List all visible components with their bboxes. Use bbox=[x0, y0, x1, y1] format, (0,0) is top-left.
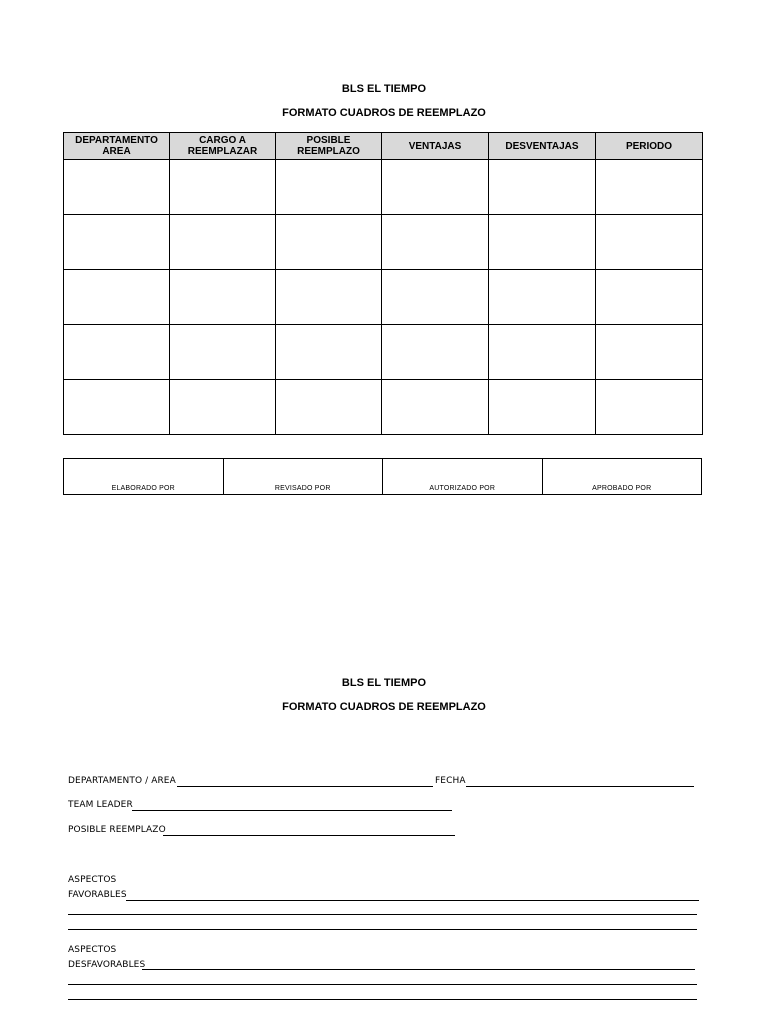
header-text: VENTAJAS bbox=[408, 140, 462, 152]
team-leader-label: TEAM LEADER bbox=[68, 800, 133, 810]
header-text: DEPARTAMENTO bbox=[75, 135, 158, 146]
header-text: DESVENTAJAS bbox=[505, 140, 579, 152]
table-row bbox=[64, 215, 703, 270]
table-cell[interactable] bbox=[170, 270, 276, 325]
table-cell[interactable] bbox=[489, 270, 596, 325]
signature-label: REVISADO POR bbox=[274, 485, 331, 492]
table-cell[interactable] bbox=[382, 160, 489, 215]
table-cell[interactable] bbox=[489, 380, 596, 435]
signature-label: AUTORIZADO POR bbox=[429, 485, 496, 492]
favorable-line[interactable] bbox=[126, 900, 699, 901]
table-cell[interactable] bbox=[276, 215, 382, 270]
table-cell[interactable] bbox=[64, 160, 170, 215]
header-departamento-area bbox=[64, 133, 170, 160]
table-cell[interactable] bbox=[170, 215, 276, 270]
header-text: REEMPLAZO bbox=[297, 146, 360, 157]
favorable-aspects-label: ASPECTOS bbox=[68, 875, 117, 885]
table-cell[interactable] bbox=[382, 215, 489, 270]
table-cell[interactable] bbox=[489, 325, 596, 380]
signature-box-elaborado[interactable] bbox=[64, 459, 224, 494]
table-cell[interactable] bbox=[276, 325, 382, 380]
table-cell[interactable] bbox=[276, 270, 382, 325]
favorable-line[interactable] bbox=[68, 929, 697, 930]
header-desventajas bbox=[489, 133, 596, 160]
table-cell[interactable] bbox=[596, 270, 703, 325]
signature-box-aprobado[interactable] bbox=[543, 459, 702, 494]
replacement-table bbox=[63, 132, 703, 435]
table-row bbox=[64, 325, 703, 380]
date-line[interactable] bbox=[466, 786, 694, 787]
table-cell[interactable] bbox=[276, 380, 382, 435]
table-header-row bbox=[64, 133, 703, 160]
header-cargo-a-reemplazar bbox=[170, 133, 276, 160]
table-cell[interactable] bbox=[64, 215, 170, 270]
table-cell[interactable] bbox=[64, 325, 170, 380]
table-cell[interactable] bbox=[489, 215, 596, 270]
possible-replacement-line[interactable] bbox=[163, 835, 455, 836]
header-text: CARGO A bbox=[199, 135, 246, 146]
unfavorable-line[interactable] bbox=[68, 984, 697, 985]
table-cell[interactable] bbox=[382, 270, 489, 325]
table-cell[interactable] bbox=[382, 325, 489, 380]
table-row bbox=[64, 160, 703, 215]
table-cell[interactable] bbox=[382, 380, 489, 435]
unfavorable-aspects-label: ASPECTOS bbox=[68, 945, 117, 955]
possible-replacement-label: POSIBLE REEMPLAZO bbox=[68, 825, 166, 835]
favorable-line[interactable] bbox=[68, 914, 697, 915]
table-row bbox=[64, 380, 703, 435]
table-cell[interactable] bbox=[64, 270, 170, 325]
table-cell[interactable] bbox=[170, 325, 276, 380]
form-title: FORMATO CUADROS DE REEMPLAZO bbox=[282, 107, 486, 119]
table-cell[interactable] bbox=[276, 160, 382, 215]
department-area-line[interactable] bbox=[177, 786, 433, 787]
table-row bbox=[64, 270, 703, 325]
signature-label: ELABORADO POR bbox=[111, 485, 175, 492]
team-leader-line[interactable] bbox=[132, 810, 452, 811]
header-text: PERIODO bbox=[625, 140, 673, 152]
table-cell[interactable] bbox=[170, 160, 276, 215]
header-text: AREA bbox=[102, 146, 131, 157]
signature-label: APROBADO POR bbox=[592, 485, 652, 492]
company-title: BLS EL TIEMPO bbox=[341, 83, 427, 95]
department-area-label: DEPARTAMENTO / AREA bbox=[68, 776, 176, 786]
signature-boxes bbox=[63, 458, 702, 495]
unfavorable-aspects-label-2: DESFAVORABLES bbox=[68, 960, 146, 970]
table-cell[interactable] bbox=[489, 160, 596, 215]
form-title-2: FORMATO CUADROS DE REEMPLAZO bbox=[282, 701, 486, 713]
favorable-aspects-label-2: FAVORABLES bbox=[68, 890, 127, 900]
table-cell[interactable] bbox=[596, 380, 703, 435]
header-ventajas bbox=[382, 133, 489, 160]
table-cell[interactable] bbox=[596, 160, 703, 215]
unfavorable-line[interactable] bbox=[142, 969, 695, 970]
header-posible-reemplazo bbox=[276, 133, 382, 160]
header-text: POSIBLE bbox=[306, 135, 351, 146]
date-label: FECHA bbox=[435, 776, 466, 786]
table-cell[interactable] bbox=[596, 325, 703, 380]
table-cell[interactable] bbox=[596, 215, 703, 270]
table-cell[interactable] bbox=[64, 380, 170, 435]
header-periodo bbox=[596, 133, 703, 160]
signature-box-revisado[interactable] bbox=[224, 459, 384, 494]
table-cell[interactable] bbox=[170, 380, 276, 435]
company-title-2: BLS EL TIEMPO bbox=[341, 677, 427, 689]
signature-box-autorizado[interactable] bbox=[383, 459, 543, 494]
unfavorable-line[interactable] bbox=[68, 999, 697, 1000]
header-text: REEMPLAZAR bbox=[187, 146, 258, 157]
